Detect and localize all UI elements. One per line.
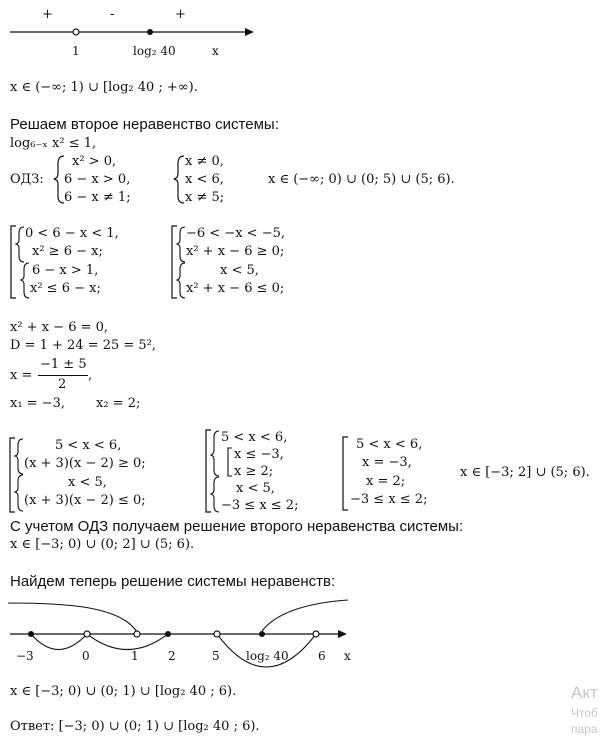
watermark-line1: Акт: [571, 683, 598, 702]
coll2a-4: (x + 3)(x − 2) ≤ 0;: [24, 493, 146, 508]
odz-sys2-line2: x < 6,: [185, 172, 224, 187]
odz-sys1-line3: 6 − x ≠ 1;: [64, 190, 131, 205]
coll2c-3: x = 2;: [366, 474, 406, 489]
axis-arrow-2: [338, 630, 347, 638]
arc-bottom-1: [31, 634, 87, 650]
odz-sys1-line1: x² > 0,: [72, 154, 117, 169]
coll1-left-2: x² ≥ 6 − x;: [32, 244, 103, 259]
result-2: x ∈ [−3; 0) ∪ (0; 2] ∪ (5; 6).: [10, 537, 195, 552]
arc-bottom-2: [87, 634, 168, 650]
nl2-label-x: x: [344, 649, 351, 663]
coll2b-2: x ≤ −3,: [234, 447, 284, 462]
nl2-label-minus3: −3: [16, 649, 34, 663]
coll2b-4: x < 5,: [236, 481, 275, 496]
odz-sys1-line2: 6 − x > 0,: [64, 172, 131, 187]
result-3: x ∈ [−3; 0) ∪ (0; 1) ∪ [log₂ 40 ; 6).: [10, 684, 237, 699]
point-5: [214, 631, 220, 637]
sign-plus-2: +: [175, 7, 186, 22]
coll1-left-3: 6 − x > 1,: [32, 263, 99, 278]
coll1-left-1: 0 < 6 − x < 1,: [25, 226, 119, 241]
watermark-line3: пара: [571, 722, 598, 736]
coll2b-1: 5 < x < 6,: [221, 430, 288, 445]
odz-sys2-line3: x ≠ 5;: [185, 190, 225, 205]
root-x1: x₁ = −3,: [10, 396, 65, 411]
arc-top-right: [262, 600, 348, 631]
nl2-label-1: 1: [131, 649, 139, 663]
coll2-result: x ∈ [−3; 2] ∪ (5; 6).: [460, 465, 590, 480]
sign-minus: -: [110, 7, 115, 22]
inequality-2: log₆₋ₓ x² ≤ 1,: [10, 136, 97, 151]
point-log: [259, 631, 265, 637]
point-0: [84, 631, 90, 637]
coll1-right-1: −6 < −x < −5,: [186, 226, 285, 241]
odz-result: x ∈ (−∞; 0) ∪ (0; 5) ∪ (5; 6).: [268, 172, 455, 187]
sign-plus-1: +: [42, 7, 53, 22]
nl2-label-0: 0: [82, 649, 90, 663]
odz-conclusion: С учетом ОДЗ получаем решение второго неравенства системы:: [10, 518, 464, 535]
coll1-right-4: x² + x − 6 ≤ 0;: [186, 281, 285, 296]
coll2b-3: x ≥ 2;: [234, 464, 274, 479]
heading-2: Решаем второе неравенство системы:: [10, 116, 279, 133]
coll2c-2: x = −3,: [362, 455, 412, 470]
label-1: 1: [72, 44, 80, 58]
arc-top-left: [8, 603, 137, 632]
heading-3: Найдем теперь решение системы неравенств:: [10, 573, 336, 590]
nl2-label-6: 6: [318, 649, 326, 663]
quad-root-prefix: x =: [10, 368, 33, 383]
coll2b-5: −3 ≤ x ≤ 2;: [221, 498, 299, 513]
quad-root-denominator: 2: [58, 377, 67, 392]
coll2a-1: 5 < x < 6,: [55, 438, 122, 453]
coll1-right-2: x² + x − 6 ≥ 0;: [186, 244, 285, 259]
point-6: [313, 631, 319, 637]
coll2c-1: 5 < x < 6,: [356, 437, 423, 452]
coll1-right-3: x < 5,: [220, 263, 259, 278]
coll2c-4: −3 ≤ x ≤ 2;: [350, 492, 428, 507]
watermark-line2: Чтоб: [571, 706, 598, 720]
nl2-label-log: log₂ 40: [246, 649, 289, 663]
quad-discriminant: D = 1 + 24 = 25 = 5²,: [10, 338, 157, 353]
point-2: [165, 631, 171, 637]
nl2-label-2: 2: [168, 649, 176, 663]
coll2a-3: x < 5,: [68, 475, 107, 490]
root-x2: x₂ = 2;: [96, 396, 141, 411]
point-minus3: [28, 631, 34, 637]
quad-equation: x² + x − 6 = 0,: [10, 320, 109, 335]
label-log: log₂ 40: [133, 44, 176, 58]
coll2a-2: (x + 3)(x − 2) ≥ 0;: [24, 456, 146, 471]
odz-sys2-line1: x ≠ 0,: [185, 154, 224, 169]
nl2-label-5: 5: [212, 649, 220, 663]
label-x: x: [212, 44, 219, 58]
answer: Ответ: [−3; 0) ∪ (0; 1) ∪ [log₂ 40 ; 6).: [10, 719, 260, 734]
coll1-left-4: x² ≤ 6 − x;: [30, 281, 101, 296]
result-1: x ∈ (−∞; 1) ∪ [log₂ 40 ; +∞).: [10, 80, 198, 95]
quad-root-comma: ,: [88, 368, 93, 383]
point-1: [134, 631, 140, 637]
odz-label: ОДЗ:: [10, 172, 44, 187]
quad-root-numerator: −1 ± 5: [40, 357, 87, 372]
